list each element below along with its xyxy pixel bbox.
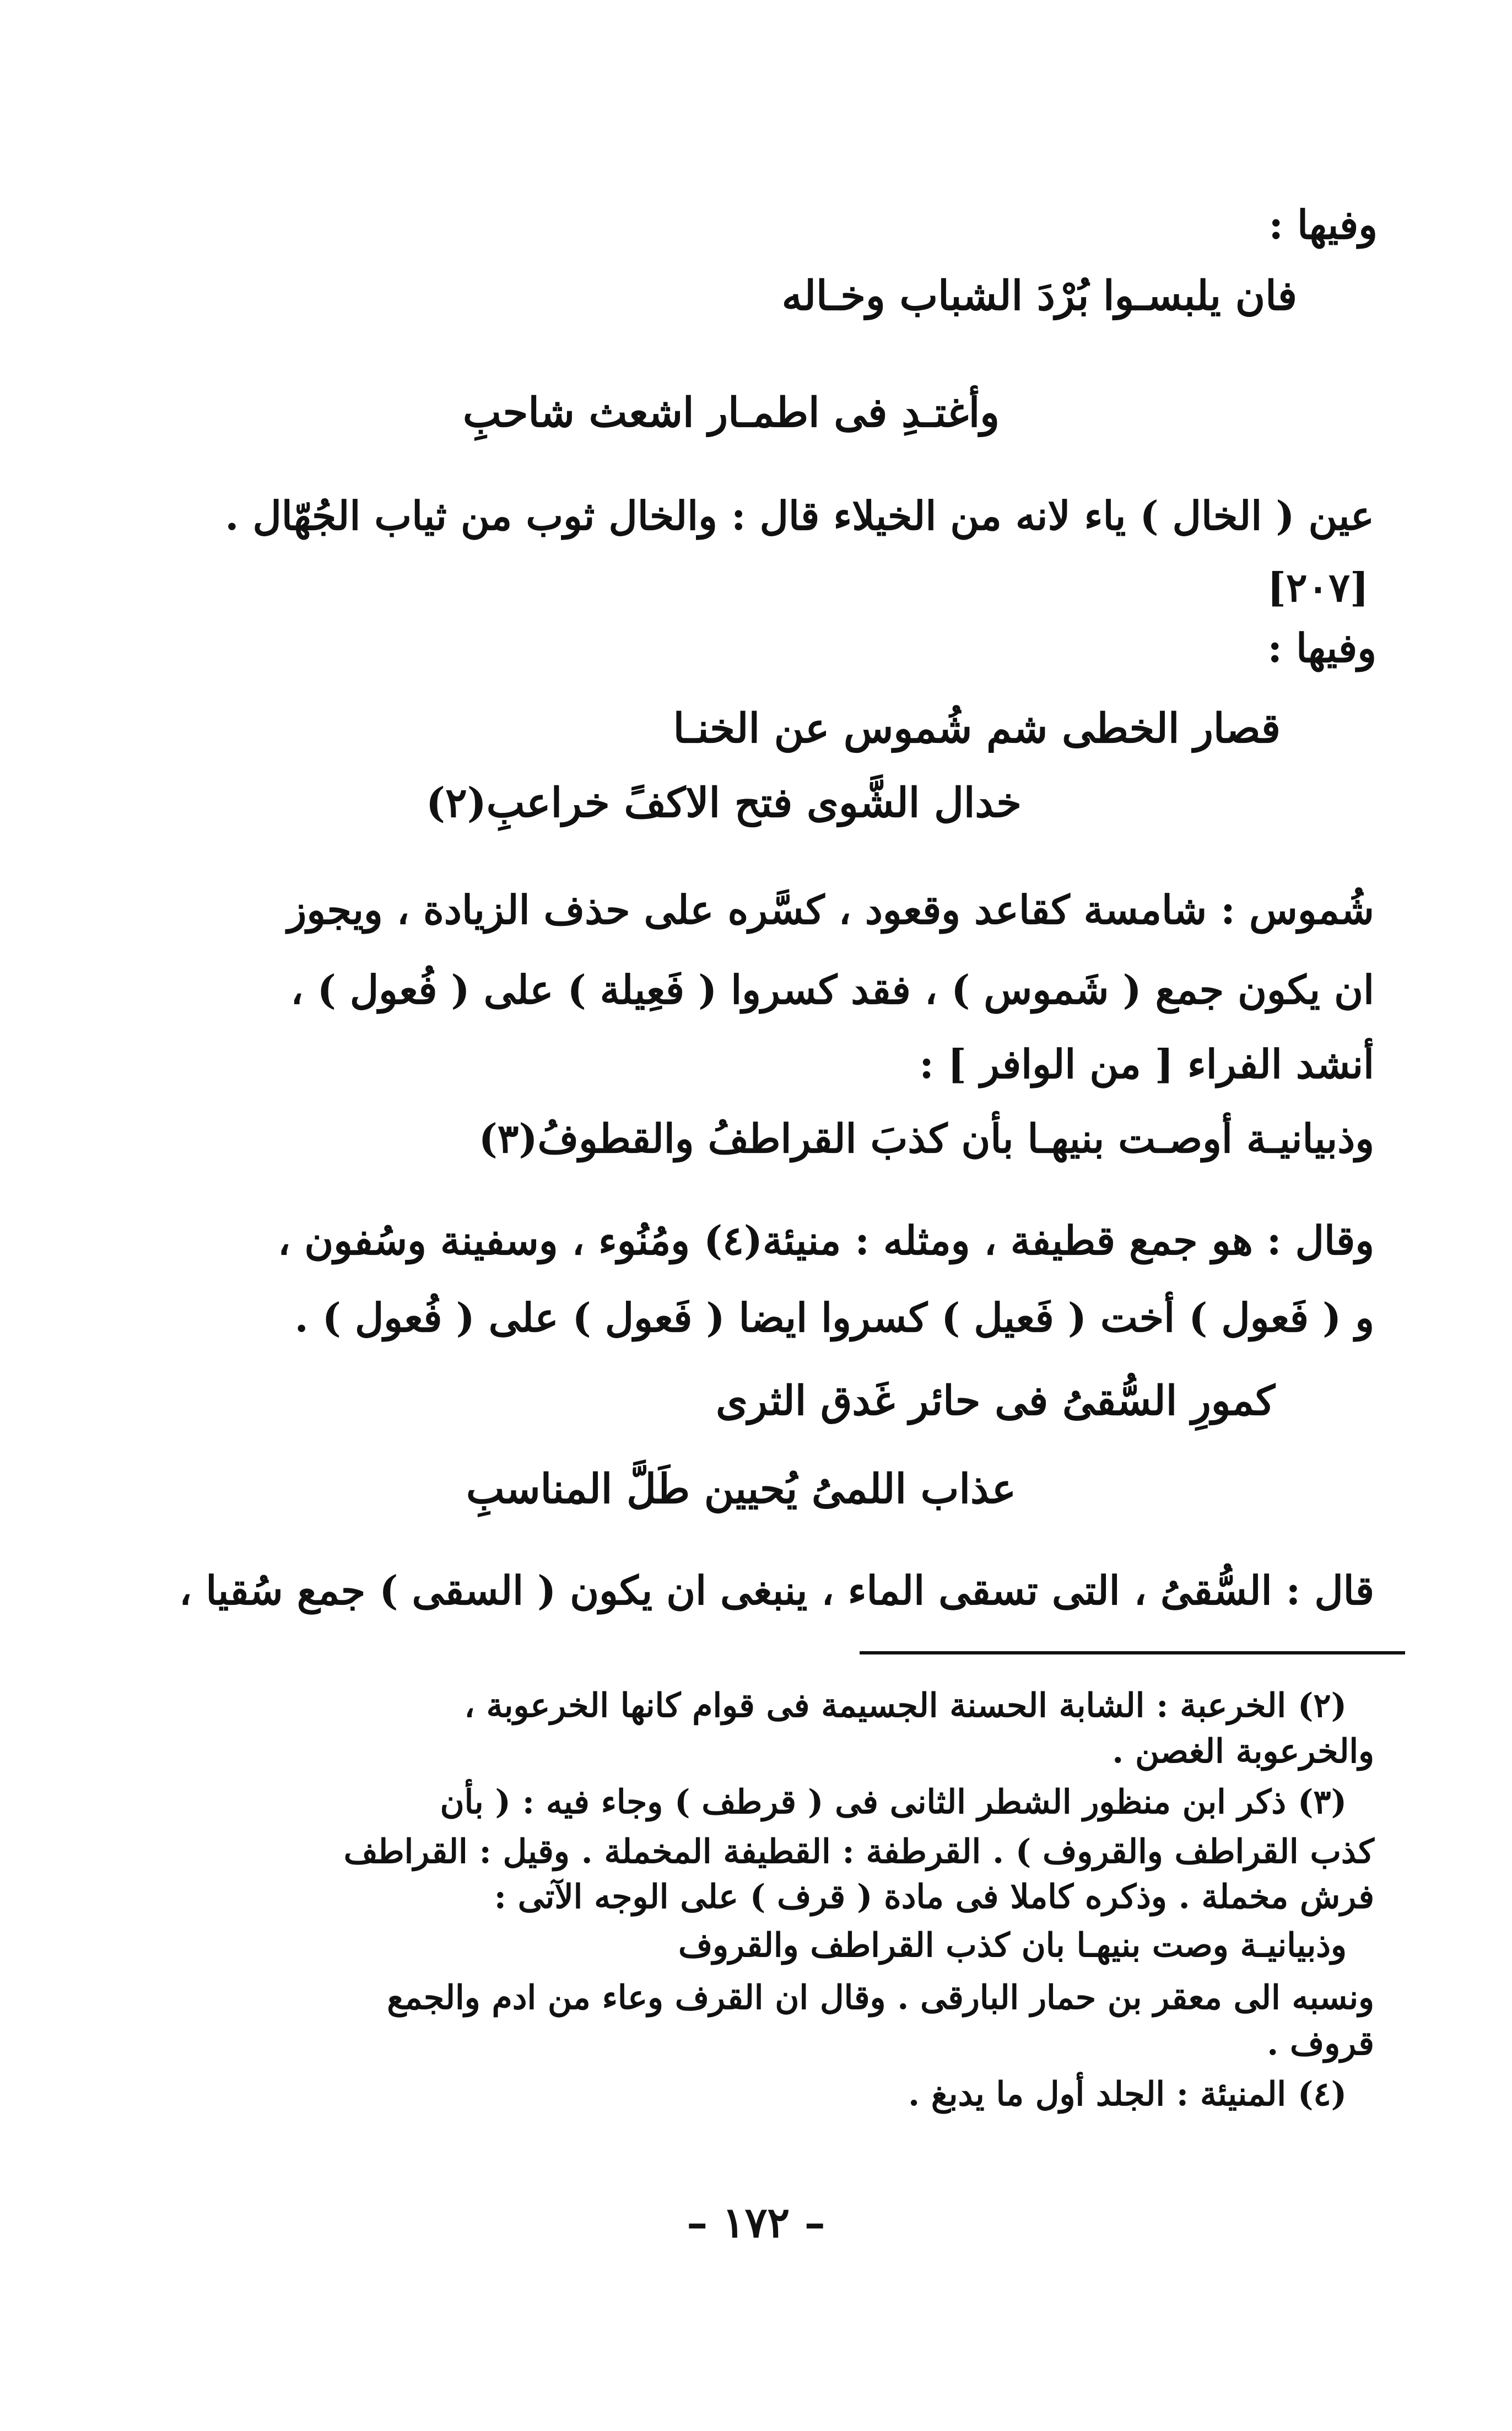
text-line: وقال : هو جمع قطيفة ، ومثله : منيئة(٤) ومُنُوء ، وسفينة وسُفون ، xyxy=(278,1217,1374,1264)
text-line: شُموس : شامسة كقاعد وقعود ، كسَّره على حذف الزيادة ، ويجوز xyxy=(287,886,1374,933)
footnote-3-cont: كذب القراطف والقروف ) . القرطفة : القطيفة المخملة . وقيل : القراطف xyxy=(343,1832,1374,1871)
heading-wafiha-1: وفيها : xyxy=(1268,201,1378,248)
text-line: قال : السُّقىُ ، التى تسقى الماء ، ينبغى ان يكون ( السقى ) جمع سُقيا ، xyxy=(179,1567,1374,1614)
folio-marker: [٢٠٧] xyxy=(1267,564,1369,611)
footnote-3-verse: وذبيانيـة وصت بنيهـا بان كذب القراطف والقروف xyxy=(678,1926,1347,1965)
heading-wafiha-2: وفيها : xyxy=(1267,624,1376,671)
footnote-3-cont: ونسبه الى معقر بن حمار البارقى . وقال ان القرف وعاء من ادم والجمع xyxy=(387,1979,1374,2017)
verse-line-5: كمورِ السُّقىُ فى حائر غَدق الثرى xyxy=(716,1377,1275,1425)
verse-line-2: وأغتـدِ فى اطمـار اشعث شاحبِ xyxy=(462,389,1000,436)
text-line: و ( فَعول ) أخت ( فَعيل ) كسروا ايضا ( فَعول ) على ( فُعول ) . xyxy=(294,1294,1374,1341)
footnote-3-cont: قروف . xyxy=(1267,2024,1374,2063)
verse-line-6: عذاب اللمىُ يُحيين طَلَّ المناسبِ xyxy=(466,1465,1016,1513)
footnote-3: (٣) ذكر ابن منظور الشطر الثانى فى ( قرطف ) وجاء فيه : ( بأن xyxy=(440,1783,1347,1821)
page-number: – ١٧٢ – xyxy=(687,2198,825,2247)
footnote-4: (٤) المنيئة : الجلد أول ما يدبغ . xyxy=(908,2075,1347,2114)
text-line: ان يكون جمع ( شَموس ) ، فقد كسروا ( فَعِيلة ) على ( فُعول ) ، xyxy=(290,966,1374,1013)
text-line: عين ( الخال ) ياء لانه من الخيلاء قال : والخال ثوب من ثياب الجُهّال . xyxy=(225,492,1374,539)
text-line: أنشد الفراء [ من الوافر ] : xyxy=(919,1041,1374,1087)
footnote-3-cont: فرش مخملة . وذكره كاملا فى مادة ( قرف ) على الوجه الآتى : xyxy=(494,1878,1374,1916)
footnote-2-cont: والخرعوبة الغصن . xyxy=(1112,1732,1374,1771)
verse-line-4: خدال الشَّوى فتح الاكفً خراعبِ(٢) xyxy=(425,779,1022,827)
footnote-rule xyxy=(860,1651,1405,1654)
verse-inline: وذبيانيـة أوصـت بنيهـا بأن كذبَ القراطفُ والقطوفُ(٣) xyxy=(478,1115,1374,1162)
verse-line-1: فان يلبسـوا بُرْدَ الشباب وخـاله xyxy=(781,272,1297,320)
verse-line-3: قصار الخطى شم شُموس عن الخنـا xyxy=(673,705,1281,752)
footnote-2: (٢) الخرعبة : الشابة الحسنة الجسيمة فى قوام كانها الخرعوبة ، xyxy=(464,1686,1347,1725)
